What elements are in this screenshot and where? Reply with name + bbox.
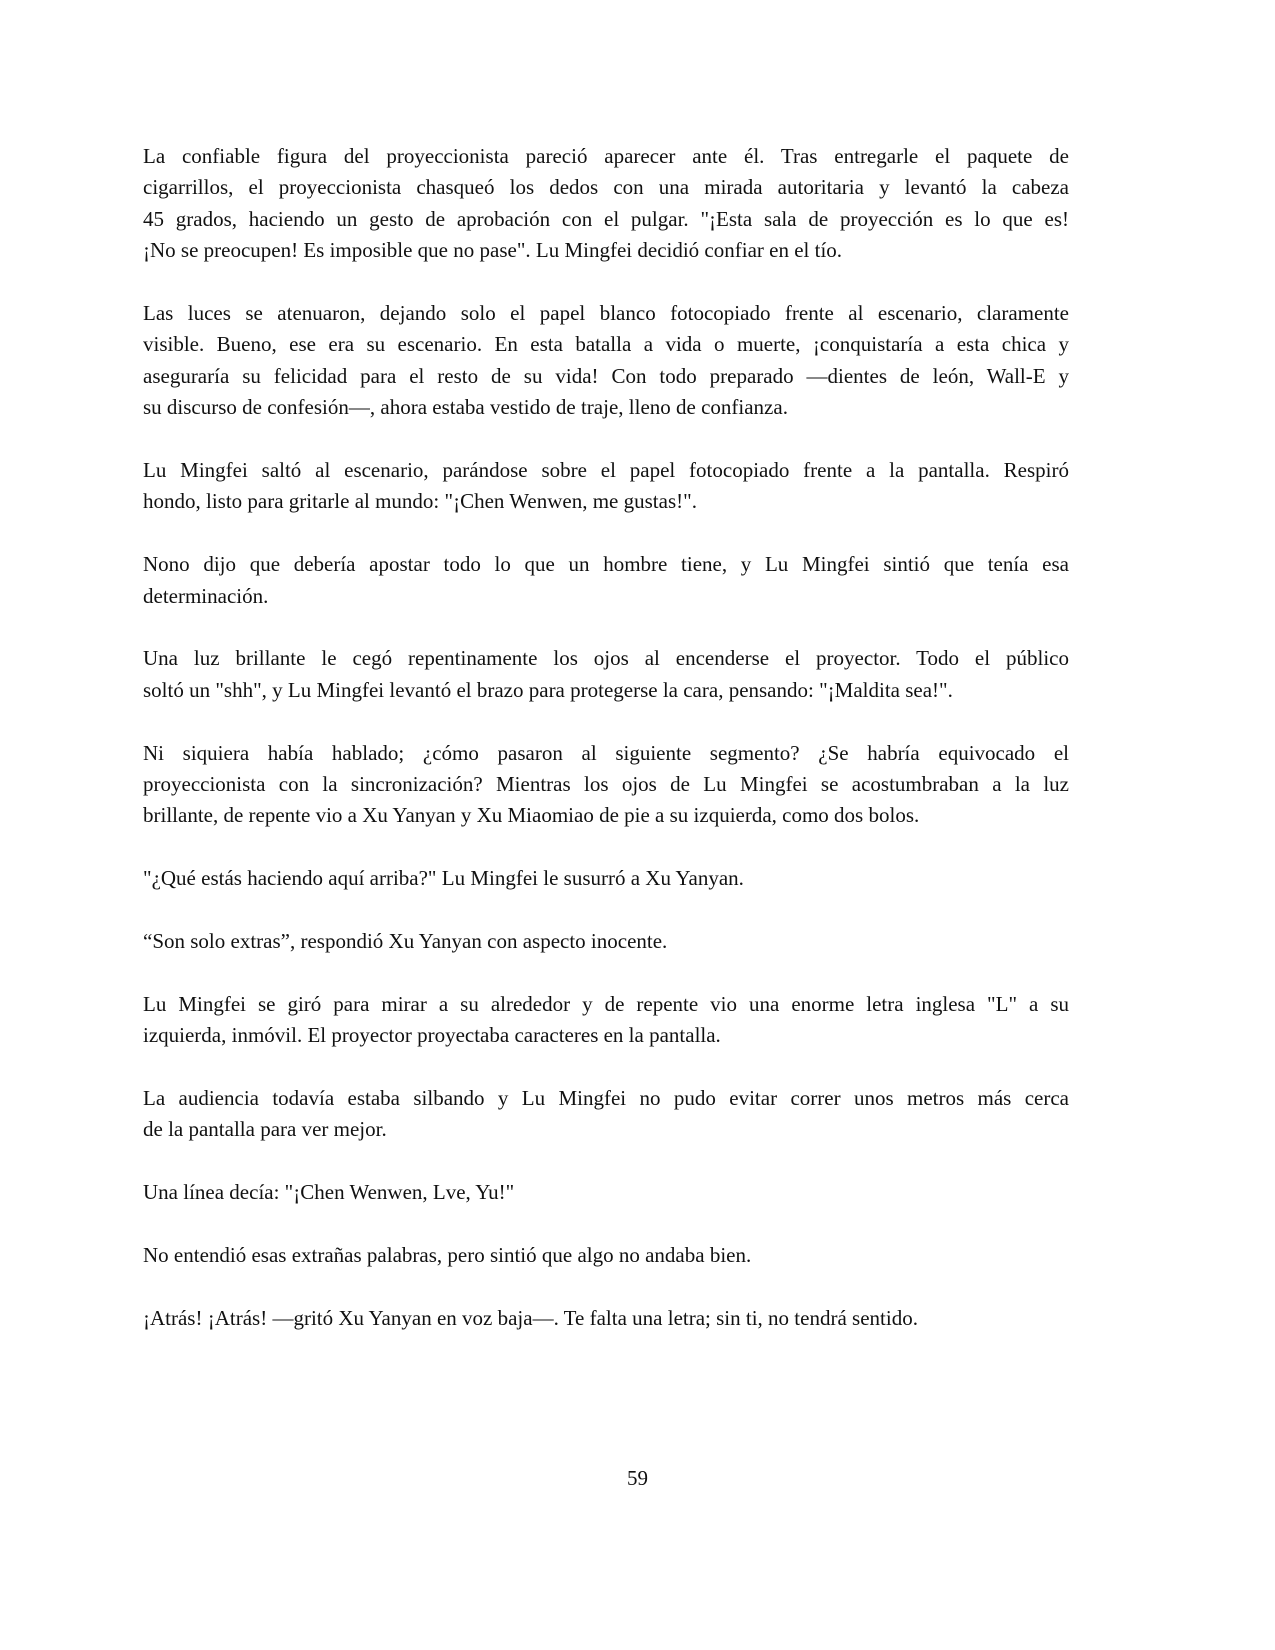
text-line: Las luces se atenuaron, dejando solo el papel blanco fotocopiado frente al escenario, claramente [143, 301, 1069, 326]
text-line: 45 grados, haciendo un gesto de aprobación con el pulgar. "¡Esta sala de proyección es lo que es! [143, 206, 1069, 231]
text-line: "¿Qué estás haciendo aquí arriba?" Lu Mingfei le susurró a Xu Yanyan. [143, 866, 744, 891]
paragraph [143, 863, 1069, 894]
text-line: Ni siquiera había hablado; ¿cómo pasaron al siguiente segmento? ¿Se habría equivocado el [143, 740, 1069, 765]
text-line: soltó un "shh", y Lu Mingfei levantó el brazo para protegerse la cara, pensando: "¡Maldita sea!". [143, 677, 953, 702]
text-line: determinación. [143, 583, 269, 608]
page-number: 59 [627, 1466, 648, 1490]
text-line: Una línea decía: "¡Chen Wenwen, Lve, Yu!" [143, 1180, 515, 1205]
paragraph [143, 738, 1069, 832]
text-line: ¡Atrás! ¡Atrás! —gritó Xu Yanyan en voz baja—. Te falta una letra; sin ti, no tendrá sentido. [143, 1305, 918, 1330]
paragraph [143, 1303, 1069, 1334]
text-line: cigarrillos, el proyeccionista chasqueó los dedos con una mirada autoritaria y levantó la cabeza [143, 175, 1069, 200]
text-line: de la pantalla para ver mejor. [143, 1117, 387, 1142]
text-line: brillante, de repente vio a Xu Yanyan y Xu Miaomiao de pie a su izquierda, como dos bolos. [143, 803, 920, 828]
text-line: Una luz brillante le cegó repentinamente los ojos al encenderse el proyector. Todo el público [143, 646, 1069, 671]
body-text [143, 141, 1069, 1366]
paragraph [143, 926, 1069, 957]
text-line: “Son solo extras”, respondió Xu Yanyan con aspecto inocente. [143, 929, 668, 954]
paragraph [143, 455, 1069, 518]
text-line: La audiencia todavía estaba silbando y Lu Mingfei no pudo evitar correr unos metros más cerca [143, 1086, 1069, 1111]
paragraph [143, 989, 1069, 1052]
text-line: su discurso de confesión—, ahora estaba vestido de traje, lleno de confianza. [143, 395, 788, 420]
text-line: Lu Mingfei saltó al escenario, parándose sobre el papel fotocopiado frente a la pantalla. Respiró [143, 458, 1069, 483]
text-line: aseguraría su felicidad para el resto de su vida! Con todo preparado —dientes de león, Wall-E y [143, 363, 1069, 388]
paragraph [143, 141, 1069, 267]
text-line: La confiable figura del proyeccionista pareció aparecer ante él. Tras entregarle el paquete de [143, 144, 1069, 168]
paragraph [143, 298, 1069, 424]
paragraph [143, 1177, 1069, 1208]
paragraph [143, 1240, 1069, 1271]
text-line: visible. Bueno, ese era su escenario. En esta batalla a vida o muerte, ¡conquistaría a esta chica y [143, 332, 1069, 357]
text-line: Nono dijo que debería apostar todo lo que un hombre tiene, y Lu Mingfei sintió que tenía esa [143, 552, 1069, 577]
text-line: Lu Mingfei se giró para mirar a su alrededor y de repente vio una enorme letra inglesa "L" a su [143, 991, 1069, 1016]
text-line: ¡No se preocupen! Es imposible que no pase". Lu Mingfei decidió confiar en el tío. [143, 238, 843, 263]
text-line: proyeccionista con la sincronización? Mientras los ojos de Lu Mingfei se acostumbraban a la luz [143, 772, 1069, 797]
paragraph [143, 643, 1069, 706]
paragraph [143, 549, 1069, 612]
text-line: hondo, listo para gritarle al mundo: "¡Chen Wenwen, me gustas!". [143, 489, 697, 514]
text-line: No entendió esas extrañas palabras, pero sintió que algo no andaba bien. [143, 1243, 752, 1268]
paragraph [143, 1083, 1069, 1146]
text-line: izquierda, inmóvil. El proyector proyectaba caracteres en la pantalla. [143, 1023, 721, 1048]
